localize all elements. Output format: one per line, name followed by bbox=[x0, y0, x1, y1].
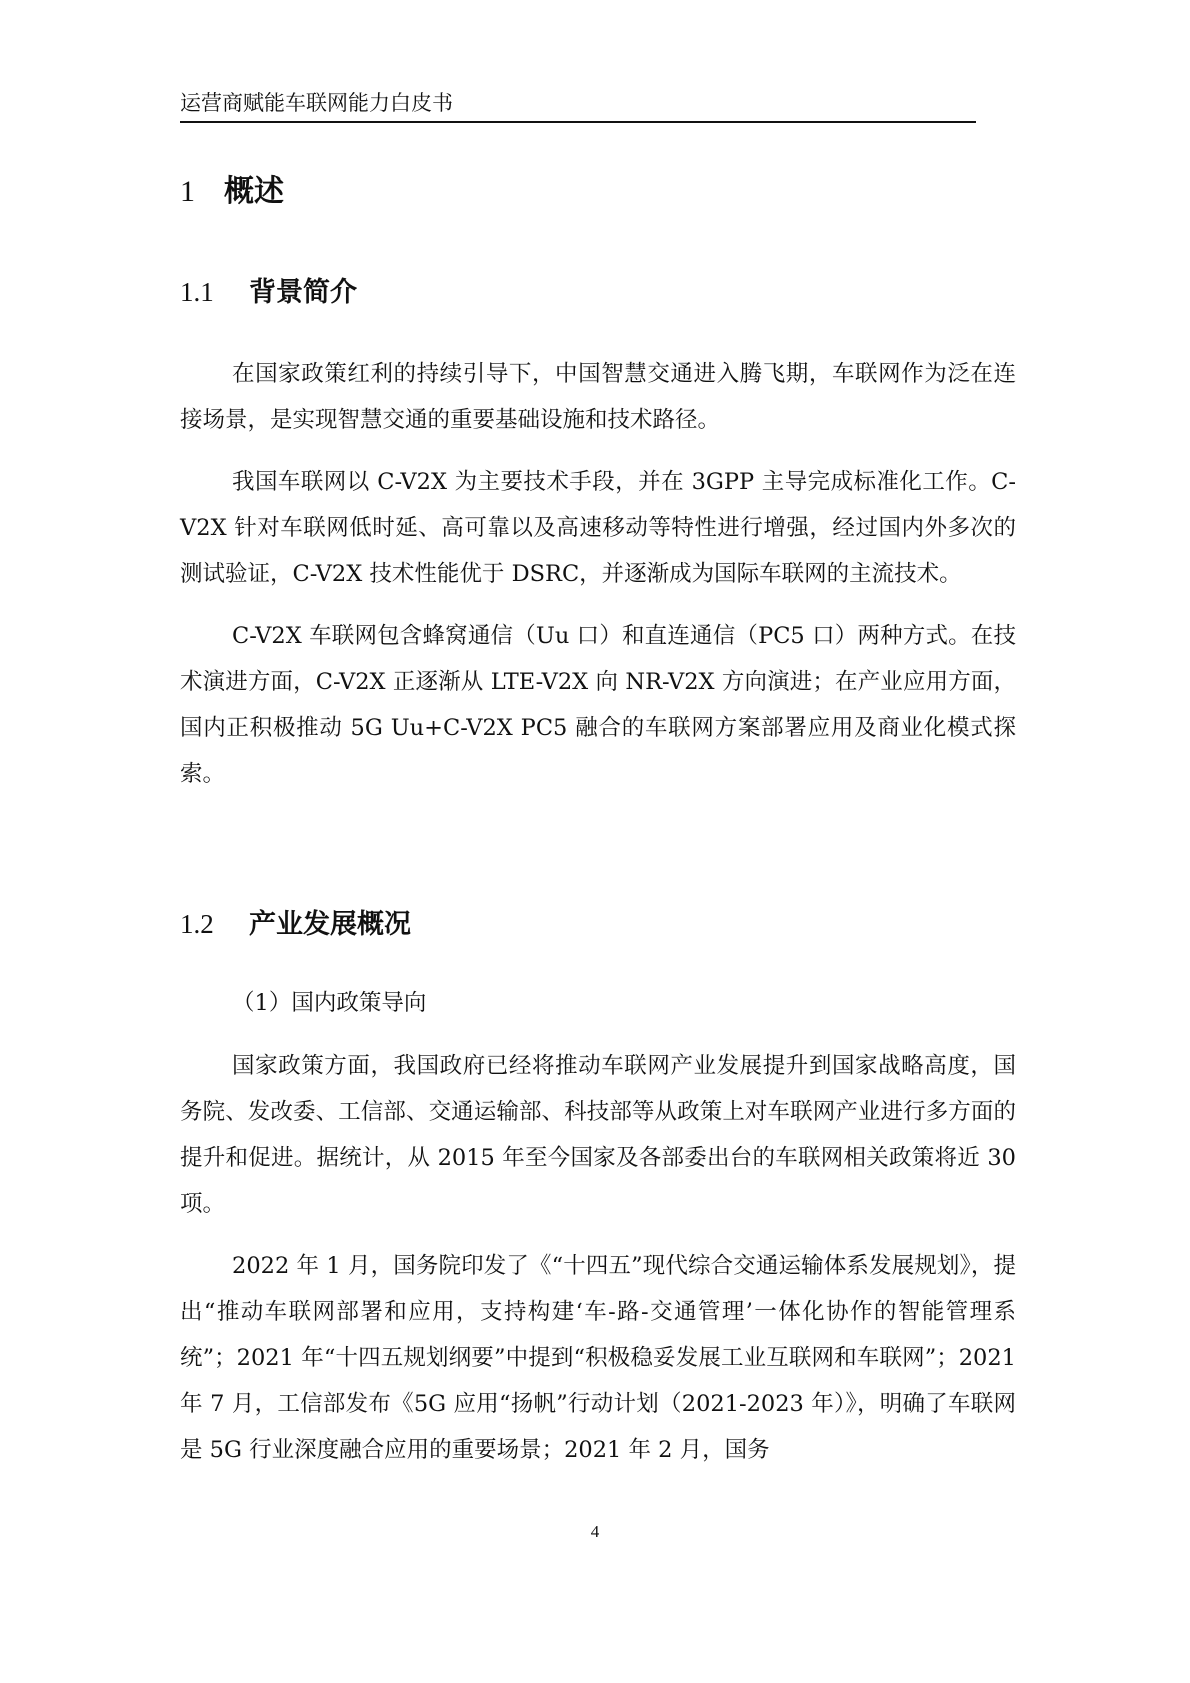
paragraph: 在国家政策红利的持续引导下，中国智慧交通进入腾飞期，车联网作为泛在连接场景，是实现智慧交通的重要基础设施和技术路径。 bbox=[180, 361, 1016, 433]
running-header bbox=[180, 88, 976, 123]
industry-body bbox=[180, 1043, 1016, 1473]
section-1-1-heading bbox=[180, 273, 357, 312]
section-1-heading bbox=[180, 172, 284, 212]
background-body bbox=[180, 351, 1016, 797]
section-number: 1 bbox=[180, 175, 195, 208]
subheading-domestic-policy: （1）国内政策导向 bbox=[232, 990, 427, 1016]
section-number: 1.2 bbox=[180, 909, 214, 939]
section-1-2-heading bbox=[180, 905, 411, 944]
paragraph: 2022 年 1 月，国务院印发了《“十四五”现代综合交通运输体系发展规划》，提出“推动车联网部署和应用，支持构建‘车-路-交通管理’一体化协作的智能管理系统”；2021 年“十四五规划纲要”中提到“积极稳妥发展工业互联网和车联网”；2021 年 7 月，工信部发布《5G 应用“扬帆”行动计划（2021-2023 年）》，明确了车联网是 5G 行业深度融合应用的重要场景；2021 年 2 月，国务 bbox=[180, 1253, 1016, 1463]
paragraph: C-V2X 车联网包含蜂窝通信（Uu 口）和直连通信（PC5 口）两种方式。在技术演进方面，C-V2X 正逐渐从 LTE-V2X 向 NR-V2X 方向演进；在产业应用方面，国内正积极推动 5G Uu+C-V2X PC5 融合的车联网方案部署应用及商业化模式探索。 bbox=[180, 623, 1016, 787]
section-number: 1.1 bbox=[180, 277, 214, 307]
document-title: 运营商赋能车联网能力白皮书 bbox=[180, 91, 453, 115]
paragraph: 国家政策方面，我国政府已经将推动车联网产业发展提升到国家战略高度，国务院、发改委、工信部、交通运输部、科技部等从政策上对车联网产业进行多方面的提升和促进。据统计，从 2015 年至今国家及各部委出台的车联网相关政策将近 30 项。 bbox=[180, 1053, 1016, 1217]
paragraph: 我国车联网以 C-V2X 为主要技术手段，并在 3GPP 主导完成标准化工作。C-V2X 针对车联网低时延、高可靠以及高速移动等特性进行增强，经过国内外多次的测试验证，C-V2X 技术性能优于 DSRC，并逐渐成为国际车联网的主流技术。 bbox=[180, 469, 1016, 587]
section-title: 产业发展概况 bbox=[249, 909, 411, 940]
page-number: 4 bbox=[590, 1522, 600, 1541]
section-title: 概述 bbox=[224, 174, 284, 209]
section-title: 背景简介 bbox=[249, 277, 357, 308]
